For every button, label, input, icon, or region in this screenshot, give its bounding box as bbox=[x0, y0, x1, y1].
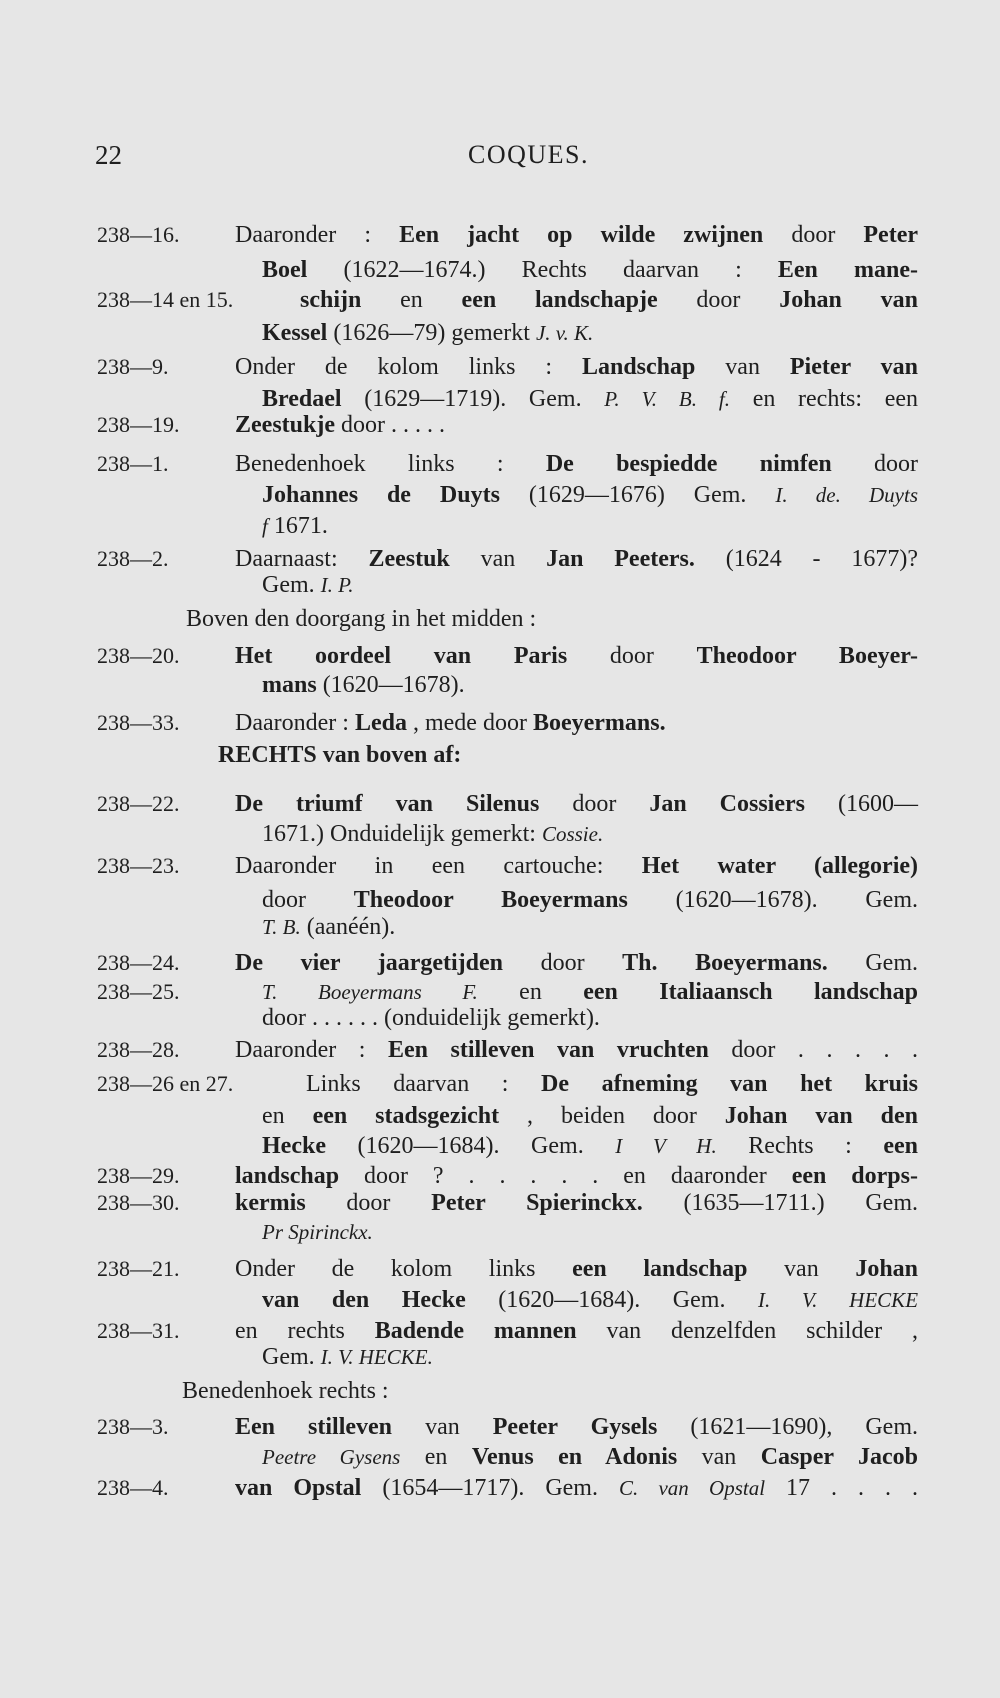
entry-text: Onder de kolom links een landschap van Johan bbox=[235, 1256, 919, 1282]
entry-text: T. B. (aanéén). bbox=[262, 914, 396, 940]
entry-text: Kessel (1626—79) gemerkt J. v. K. bbox=[262, 320, 594, 346]
running-title: COQUES. bbox=[468, 140, 590, 169]
entry-text: Daaronder : Een jacht op wilde zwijnen door Peter bbox=[235, 222, 918, 248]
entry-text: f 1671. bbox=[262, 513, 328, 539]
page-header bbox=[0, 140, 1000, 180]
entry-text: T. Boeyermans F. en een Italiaansch landschap bbox=[262, 979, 919, 1005]
entry-text: en rechts Badende mannen van denzelfden schilder , bbox=[235, 1318, 918, 1344]
inventory-number: 238—9. bbox=[97, 354, 169, 379]
inventory-number: 238—33. bbox=[97, 710, 180, 735]
catalogue-line bbox=[0, 1219, 1000, 1259]
entry-text: door Theodoor Boeyermans (1620—1678). Gem. bbox=[262, 887, 919, 913]
inventory-number: 238—1. bbox=[97, 451, 169, 476]
entry-text: De triumf van Silenus door Jan Cossiers (1600— bbox=[235, 791, 918, 817]
entry-text: Benedenhoek rechts : bbox=[182, 1378, 389, 1404]
entry-text: Peetre Gysens en Venus en Adonis van Casper Jacob bbox=[262, 1444, 919, 1470]
catalogue-line bbox=[0, 412, 1000, 452]
entry-text: Johannes de Duyts (1629—1676) Gem. I. de. Duyts bbox=[262, 482, 919, 508]
inventory-number: 238—4. bbox=[97, 1475, 169, 1500]
entry-text: Gem. I. V. HECKE. bbox=[262, 1344, 433, 1370]
inventory-number: 238—26 en 27. bbox=[97, 1071, 234, 1096]
page-number: 22 bbox=[95, 140, 122, 170]
entry-text: Onder de kolom links : Landschap van Pieter van bbox=[235, 354, 918, 380]
catalogue-line bbox=[0, 672, 1000, 712]
catalogue-line bbox=[0, 606, 1000, 646]
entry-text: mans (1620—1678). bbox=[262, 672, 465, 698]
entry-text: van Opstal (1654—1717). Gem. C. van Opstal 17 . . . . bbox=[235, 1475, 918, 1501]
catalogue-line bbox=[0, 742, 1000, 782]
entry-text: Daaronder : Leda , mede door Boeyermans. bbox=[235, 710, 666, 736]
catalogue-line bbox=[0, 1378, 1000, 1418]
inventory-number: 238—25. bbox=[97, 979, 180, 1004]
entry-text: en een stadsgezicht , beiden door Johan van den bbox=[262, 1103, 919, 1129]
inventory-number: 238—19. bbox=[97, 412, 180, 437]
entry-text: De vier jaargetijden door Th. Boeyermans. Gem. bbox=[235, 950, 919, 976]
entry-text: schijn en een landschapje door Johan van bbox=[300, 287, 919, 313]
inventory-number: 238—3. bbox=[97, 1414, 169, 1439]
inventory-number: 238—16. bbox=[97, 222, 180, 247]
entry-text: 1671.) Onduidelijk gemerkt: Cossie. bbox=[262, 821, 604, 847]
entry-text: Gem. I. P. bbox=[262, 572, 354, 598]
entry-text: RECHTS van boven af: bbox=[218, 742, 462, 768]
entry-text: Daarnaast: Zeestuk van Jan Peeters. (1624 - 1677)? bbox=[235, 546, 918, 572]
entry-text: Het oordeel van Paris door Theodoor Boeyer- bbox=[235, 643, 918, 669]
inventory-number: 238—22. bbox=[97, 791, 180, 816]
entry-text: Daaronder in een cartouche: Het water (allegorie) bbox=[235, 853, 919, 879]
catalogue-line bbox=[0, 914, 1000, 954]
entry-text: van den Hecke (1620—1684). Gem. I. V. HECKE bbox=[262, 1287, 919, 1313]
entry-text: Boven den doorgang in het midden : bbox=[186, 606, 537, 632]
entry-text: Benedenhoek links : De bespiedde nimfen door bbox=[235, 451, 918, 477]
inventory-number: 238—20. bbox=[97, 643, 180, 668]
entry-text: Links daarvan : De afneming van het kruis bbox=[306, 1071, 918, 1097]
inventory-number: 238—23. bbox=[97, 853, 180, 878]
entry-text: Daaronder : Een stilleven van vruchten door . . . . . bbox=[235, 1037, 918, 1063]
entry-text: Boel (1622—1674.) Rechts daarvan : Een mane- bbox=[262, 257, 918, 283]
inventory-number: 238—2. bbox=[97, 546, 169, 571]
entry-text: kermis door Peter Spierinckx. (1635—1711.) Gem. bbox=[235, 1190, 919, 1216]
inventory-number: 238—28. bbox=[97, 1037, 180, 1062]
inventory-number: 238—24. bbox=[97, 950, 180, 975]
inventory-number: 238—29. bbox=[97, 1163, 180, 1188]
entry-text: Hecke (1620—1684). Gem. I V H. Rechts : een bbox=[262, 1133, 918, 1159]
inventory-number: 238—14 en 15. bbox=[97, 287, 234, 312]
inventory-number: 238—21. bbox=[97, 1256, 180, 1281]
catalogue-line bbox=[0, 222, 1000, 262]
entry-text: Pr Spirinckx. bbox=[262, 1220, 373, 1244]
entry-text: Zeestukje door . . . . . bbox=[235, 412, 445, 438]
entry-text: landschap door ? . . . . . en daaronder een dorps- bbox=[235, 1163, 918, 1189]
inventory-number: 238—31. bbox=[97, 1318, 180, 1343]
catalogue-line bbox=[0, 1475, 1000, 1515]
entry-text: Bredael (1629—1719). Gem. P. V. B. f. en rechts: een bbox=[262, 386, 919, 412]
entry-text: Een stilleven van Peeter Gysels (1621—1690), Gem. bbox=[235, 1414, 919, 1440]
entry-text: door . . . . . . (onduidelijk gemerkt). bbox=[262, 1005, 600, 1031]
inventory-number: 238—30. bbox=[97, 1190, 180, 1215]
